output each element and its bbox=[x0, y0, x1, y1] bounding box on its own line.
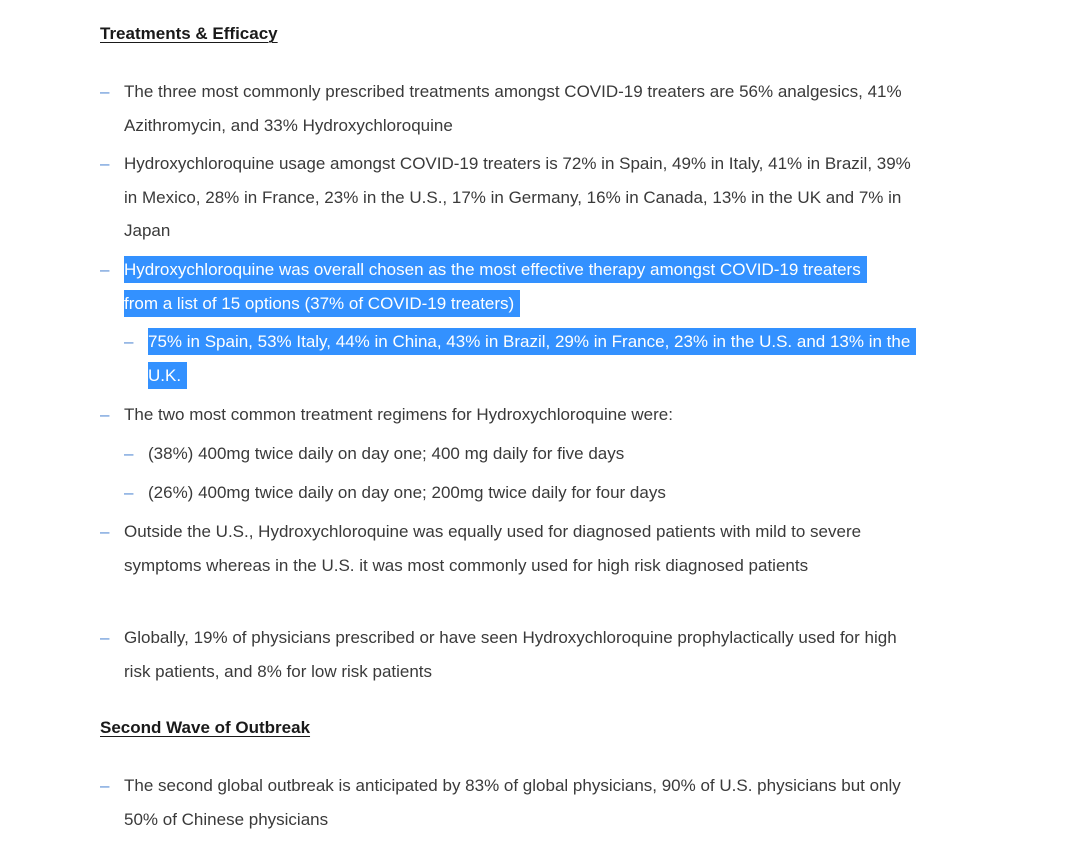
list-item-text[interactable]: Hydroxychloroquine was overall chosen as the most effective therapy amongst COVID-19 treaters from a list of 15 options (37% of COVID-19 treaters) bbox=[124, 256, 867, 317]
list-item-text: The second global outbreak is anticipated by 83% of global physicians, 90% of U.S. physicians but only 50% of Chinese physicians bbox=[124, 776, 901, 829]
list-item-selected[interactable] bbox=[100, 253, 884, 320]
dash-bullet-icon: – bbox=[124, 332, 134, 351]
list-item-text: Outside the U.S., Hydroxychloroquine was equally used for diagnosed patients with mild to severe symptoms whereas in the U.S. it was most commonly used for high risk diagnosed patients bbox=[124, 522, 862, 575]
sub-list-item-selected[interactable] bbox=[124, 325, 918, 392]
list-item-text: The three most commonly prescribed treatments amongst COVID-19 treaters are 56% analgesics, 41% Azithromycin, and 33% Hydroxychloroquine bbox=[124, 82, 902, 135]
list-item bbox=[100, 621, 914, 688]
dash-bullet-icon: – bbox=[100, 260, 110, 279]
list-item bbox=[100, 147, 914, 248]
list-item-text: The two most common treatment regimens for Hydroxychloroquine were: bbox=[124, 405, 673, 424]
list-item-text: Hydroxychloroquine usage amongst COVID-19 treaters is 72% in Spain, 49% in Italy, 41% in Brazil, 39% in Mexico, 28% in France, 23% in the U.S., 17% in Germany, 16% in Canada, 13% in the UK and 7% in Japan bbox=[124, 154, 911, 240]
dash-bullet-icon: – bbox=[100, 82, 110, 101]
dash-bullet-icon: – bbox=[100, 776, 110, 795]
dash-bullet-icon: – bbox=[124, 444, 134, 463]
sub-list-item-text: (38%) 400mg twice daily on day one; 400 mg daily for five days bbox=[148, 444, 625, 463]
dash-bullet-icon: – bbox=[100, 522, 110, 541]
sub-list-item-text: (26%) 400mg twice daily on day one; 200mg twice daily for four days bbox=[148, 483, 666, 502]
sub-list-item bbox=[124, 437, 918, 471]
sub-list-item bbox=[124, 476, 918, 510]
list-item-text: Globally, 19% of physicians prescribed or have seen Hydroxychloroquine prophylactically used for high risk patients, and 8% for low risk patients bbox=[124, 628, 897, 681]
section-heading-second-wave: Second Wave of Outbreak bbox=[100, 718, 311, 737]
section-heading-treatments: Treatments & Efficacy bbox=[100, 24, 278, 43]
dash-bullet-icon: – bbox=[100, 628, 110, 647]
dash-bullet-icon: – bbox=[100, 405, 110, 424]
dash-bullet-icon: – bbox=[124, 483, 134, 502]
dash-bullet-icon: – bbox=[100, 154, 110, 173]
sub-list-item-text[interactable]: 75% in Spain, 53% Italy, 44% in China, 43% in Brazil, 29% in France, 23% in the U.S. and 13% in the U.K. bbox=[148, 328, 916, 389]
list-item bbox=[100, 398, 914, 432]
list-item bbox=[100, 515, 914, 582]
list-item bbox=[100, 75, 914, 142]
list-item bbox=[100, 769, 914, 836]
